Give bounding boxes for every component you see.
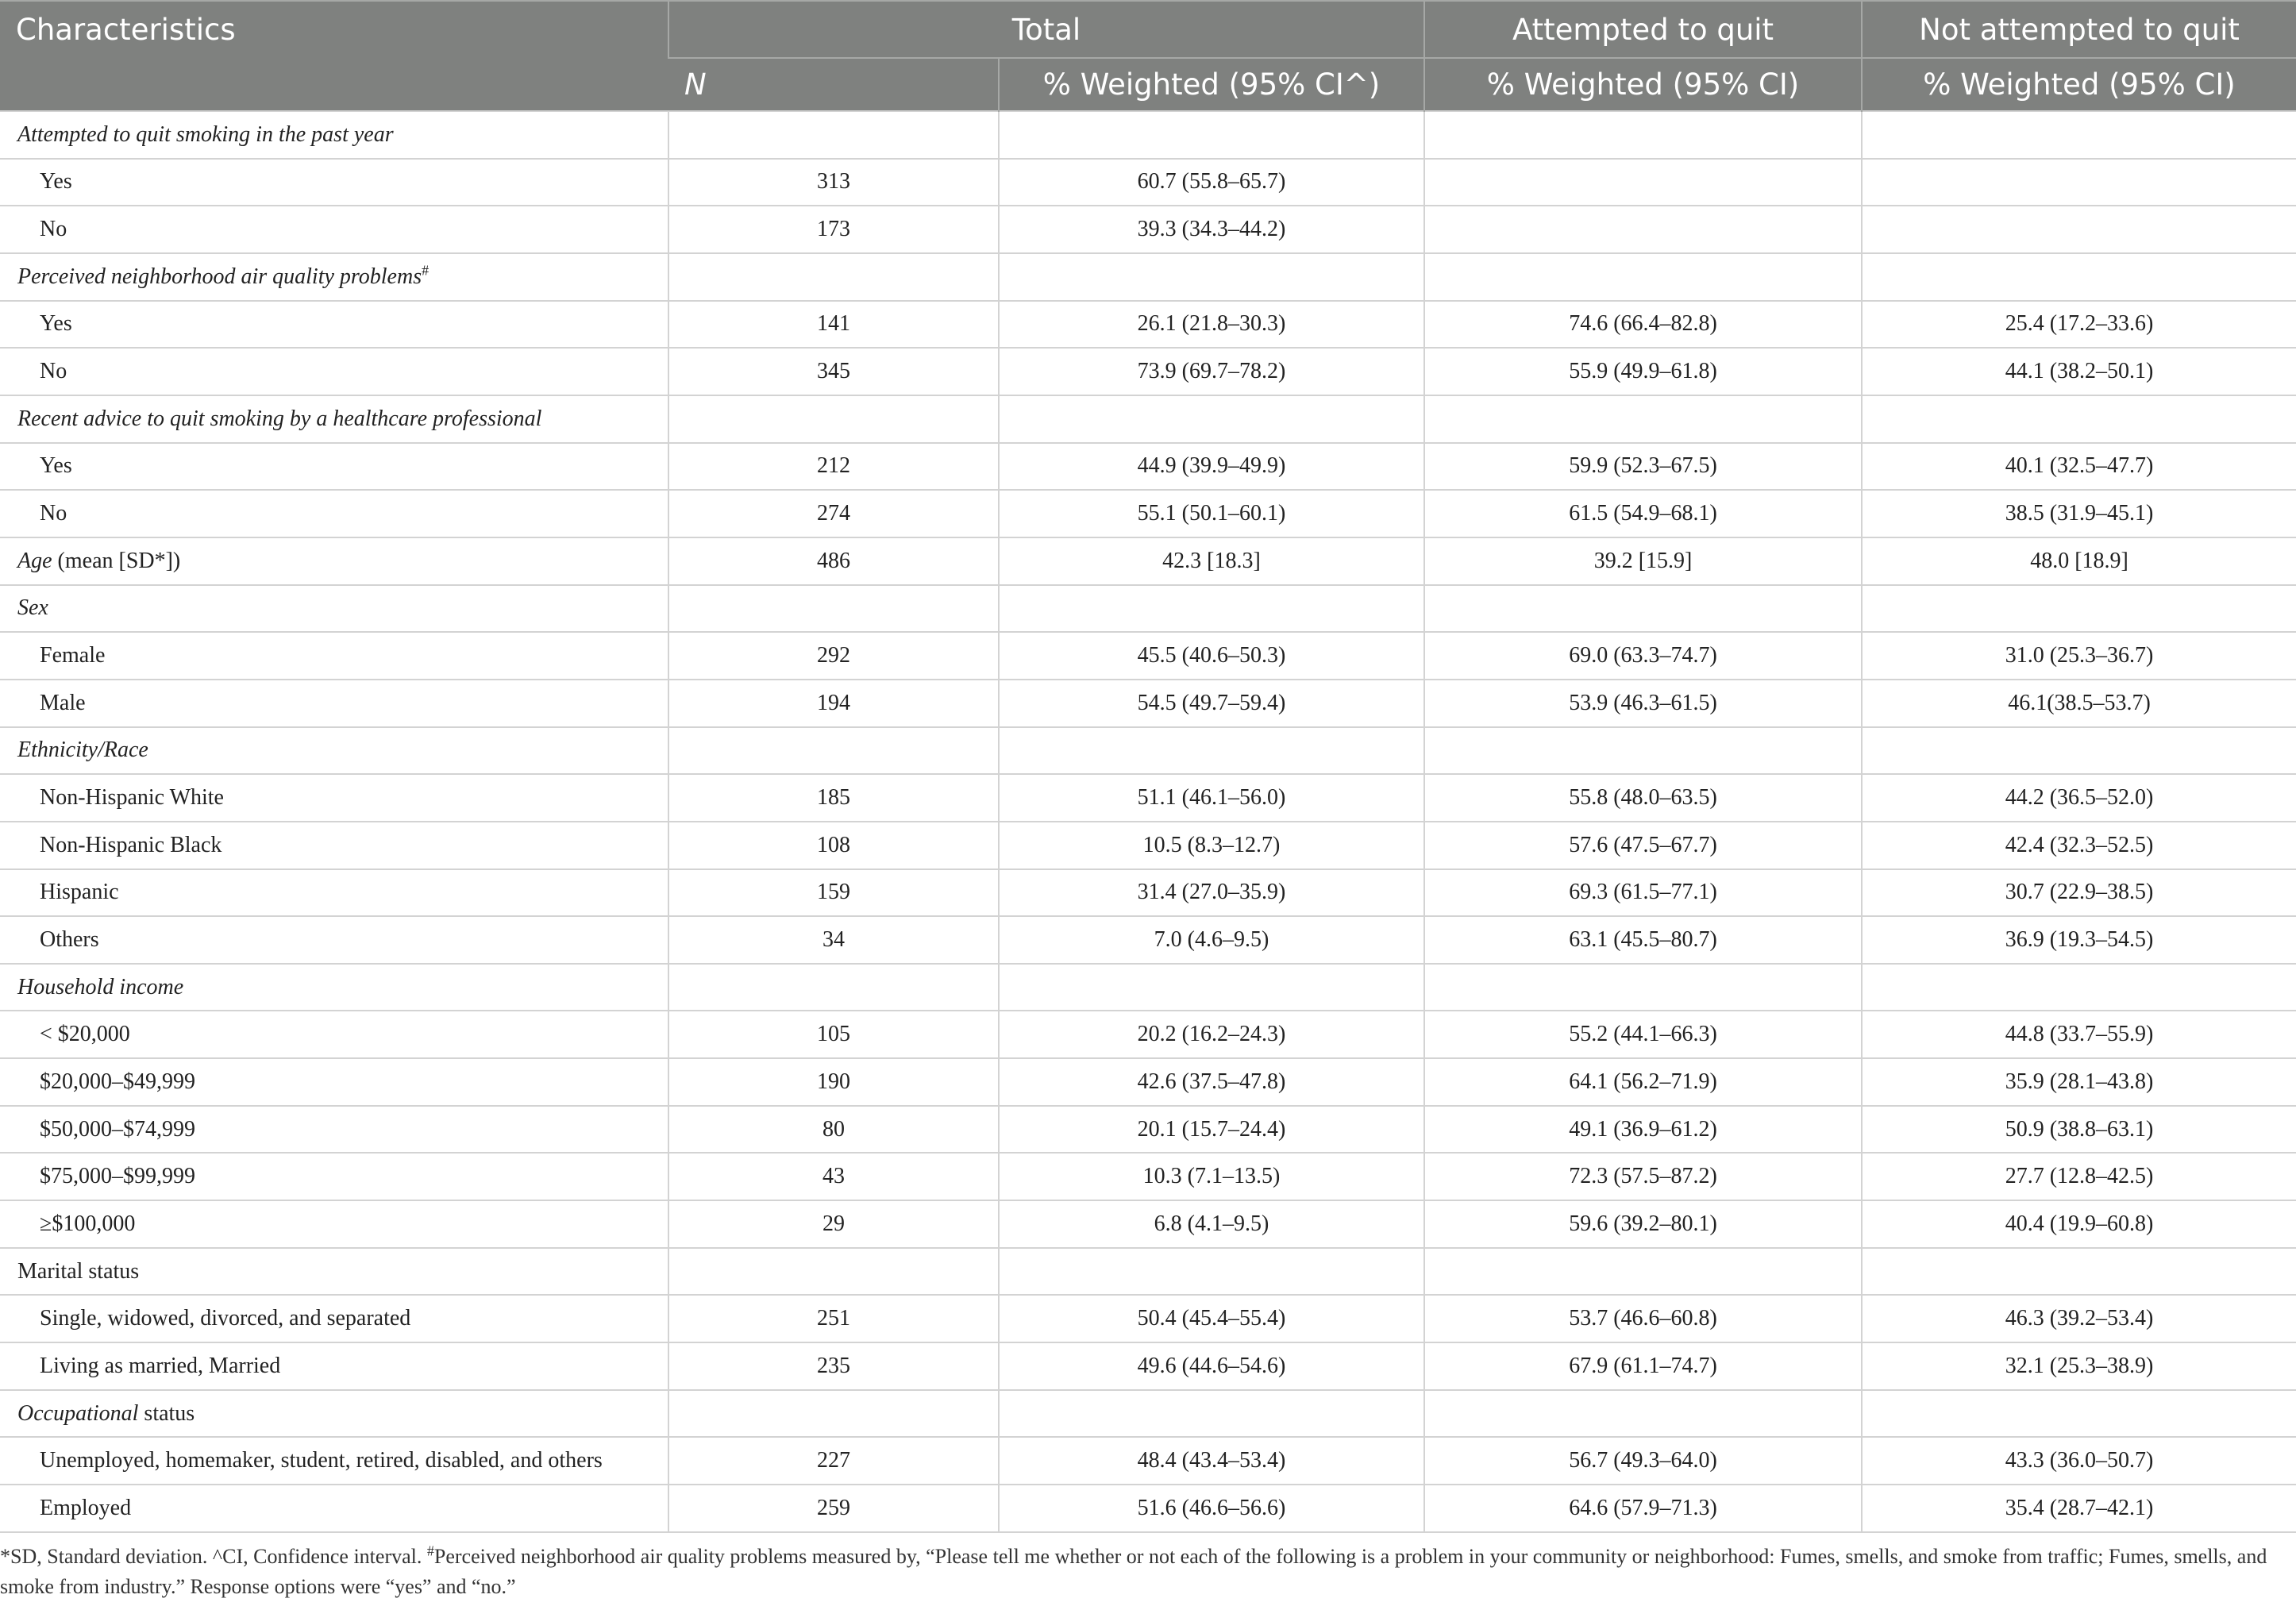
cell-total — [999, 395, 1424, 443]
header-total: Total — [668, 1, 1424, 58]
cell-total: 54.5 (49.7–59.4) — [999, 680, 1424, 727]
cell-total: 7.0 (4.6–9.5) — [999, 916, 1424, 964]
table-row — [0, 1485, 2296, 1532]
table-row — [0, 348, 2296, 395]
cell-n: 274 — [668, 490, 999, 537]
cell-total: 20.2 (16.2–24.3) — [999, 1011, 1424, 1058]
cell-n: 212 — [668, 443, 999, 491]
cell-n: 194 — [668, 680, 999, 727]
cell-not-attempted — [1862, 727, 2296, 775]
row-label-text: Occupational — [17, 1400, 139, 1426]
row-label — [0, 1248, 668, 1296]
cell-attempted: 64.1 (56.2–71.9) — [1424, 1058, 1862, 1106]
row-label-text: Attempted to quit smoking in the past year — [17, 121, 394, 147]
cell-total: 20.1 (15.7–24.4) — [999, 1106, 1424, 1153]
cell-total: 55.1 (50.1–60.1) — [999, 490, 1424, 537]
cell-attempted — [1424, 111, 1862, 159]
row-label — [0, 111, 668, 159]
cell-n: 251 — [668, 1295, 999, 1342]
row-label-text: Household income — [17, 974, 184, 999]
cell-attempted: 53.9 (46.3–61.5) — [1424, 680, 1862, 727]
row-label-rest: (mean [SD*]) — [52, 548, 181, 573]
cell-attempted: 74.6 (66.4–82.8) — [1424, 301, 1862, 349]
row-label-text: Recent advice to quit smoking by a healthcare professional — [17, 406, 542, 431]
table-row — [0, 869, 2296, 917]
cell-attempted: 57.6 (47.5–67.7) — [1424, 822, 1862, 869]
cell-not-attempted — [1862, 159, 2296, 206]
row-label: Non-Hispanic White — [0, 774, 668, 822]
cell-n: 80 — [668, 1106, 999, 1153]
table-row — [0, 206, 2296, 253]
cell-attempted — [1424, 964, 1862, 1011]
cell-total: 42.6 (37.5–47.8) — [999, 1058, 1424, 1106]
cell-attempted: 64.6 (57.9–71.3) — [1424, 1485, 1862, 1532]
row-label: Others — [0, 916, 668, 964]
cell-not-attempted — [1862, 585, 2296, 633]
table-row — [0, 159, 2296, 206]
row-label: Male — [0, 680, 668, 727]
cell-n: 227 — [668, 1437, 999, 1485]
table-row — [0, 1153, 2296, 1200]
row-label — [0, 395, 668, 443]
cell-not-attempted: 46.3 (39.2–53.4) — [1862, 1295, 2296, 1342]
row-label — [0, 1390, 668, 1438]
row-label-text: Marital status — [17, 1258, 140, 1284]
row-label-text: Sex — [17, 595, 48, 621]
cell-not-attempted — [1862, 1248, 2296, 1296]
cell-n: 486 — [668, 537, 999, 585]
cell-attempted — [1424, 206, 1862, 253]
table-row — [0, 1200, 2296, 1248]
cell-n: 159 — [668, 869, 999, 917]
cell-n — [668, 1390, 999, 1438]
cell-total — [999, 964, 1424, 1011]
row-label-sup: # — [422, 262, 430, 279]
row-label-text: Age — [17, 548, 52, 573]
cell-total — [999, 585, 1424, 633]
cell-n: 313 — [668, 159, 999, 206]
row-label: Employed — [0, 1485, 668, 1532]
cell-not-attempted: 40.1 (32.5–47.7) — [1862, 443, 2296, 491]
cell-attempted: 56.7 (49.3–64.0) — [1424, 1437, 1862, 1485]
cell-attempted: 55.9 (49.9–61.8) — [1424, 348, 1862, 395]
row-label: Single, widowed, divorced, and separated — [0, 1295, 668, 1342]
row-label: Living as married, Married — [0, 1342, 668, 1390]
cell-total: 42.3 [18.3] — [999, 537, 1424, 585]
table-row — [0, 916, 2296, 964]
footnote-text-2: Perceived neighborhood air quality problems measured by, “Please tell me whether or not each of the following is a problem in your community or neighborhood: Fumes, smells, and smoke from traffic; Fumes, smells, and smoke from industry.” Response options were “yes” and “no.” — [0, 1545, 2267, 1598]
table-header — [0, 1, 2296, 111]
row-label-text: Ethnicity/Race — [17, 738, 148, 763]
cell-total — [999, 1390, 1424, 1438]
table-row — [0, 537, 2296, 585]
cell-attempted: 69.3 (61.5–77.1) — [1424, 869, 1862, 917]
row-label: ≥$100,000 — [0, 1200, 668, 1248]
cell-n: 235 — [668, 1342, 999, 1390]
cell-not-attempted — [1862, 111, 2296, 159]
cell-n: 173 — [668, 206, 999, 253]
row-label: Yes — [0, 443, 668, 491]
cell-n: 43 — [668, 1153, 999, 1200]
cell-not-attempted: 48.0 [18.9] — [1862, 537, 2296, 585]
cell-attempted — [1424, 1248, 1862, 1296]
table-row — [0, 1437, 2296, 1485]
header-attempted-pct: % Weighted (95% CI) — [1424, 58, 1862, 111]
row-label: $75,000–$99,999 — [0, 1153, 668, 1200]
cell-n: 292 — [668, 632, 999, 680]
table-row — [0, 1106, 2296, 1153]
cell-attempted: 55.2 (44.1–66.3) — [1424, 1011, 1862, 1058]
table-row — [0, 301, 2296, 349]
cell-total: 50.4 (45.4–55.4) — [999, 1295, 1424, 1342]
cell-not-attempted: 44.1 (38.2–50.1) — [1862, 348, 2296, 395]
table-row — [0, 1295, 2296, 1342]
row-label — [0, 585, 668, 633]
cell-total — [999, 1248, 1424, 1296]
cell-not-attempted — [1862, 1390, 2296, 1438]
cell-attempted: 39.2 [15.9] — [1424, 537, 1862, 585]
cell-total: 49.6 (44.6–54.6) — [999, 1342, 1424, 1390]
cell-not-attempted: 36.9 (19.3–54.5) — [1862, 916, 2296, 964]
cell-attempted — [1424, 159, 1862, 206]
table-row — [0, 443, 2296, 491]
row-label: Unemployed, homemaker, student, retired, disabled, and others — [0, 1437, 668, 1485]
cell-n: 259 — [668, 1485, 999, 1532]
cell-n: 105 — [668, 1011, 999, 1058]
header-not-attempted-pct: % Weighted (95% CI) — [1862, 58, 2296, 111]
category-row — [0, 253, 2296, 301]
category-row — [0, 964, 2296, 1011]
table-row — [0, 632, 2296, 680]
cell-attempted — [1424, 727, 1862, 775]
row-label: No — [0, 490, 668, 537]
table-row — [0, 774, 2296, 822]
row-label: No — [0, 206, 668, 253]
cell-not-attempted — [1862, 206, 2296, 253]
row-label: No — [0, 348, 668, 395]
cell-total: 10.3 (7.1–13.5) — [999, 1153, 1424, 1200]
category-row — [0, 1248, 2296, 1296]
cell-not-attempted — [1862, 395, 2296, 443]
cell-total: 26.1 (21.8–30.3) — [999, 301, 1424, 349]
cell-total: 39.3 (34.3–44.2) — [999, 206, 1424, 253]
table-body — [0, 111, 2296, 1532]
cell-not-attempted: 35.4 (28.7–42.1) — [1862, 1485, 2296, 1532]
footnote-sup: # — [426, 1542, 434, 1559]
category-row — [0, 585, 2296, 633]
row-label — [0, 253, 668, 301]
row-label — [0, 964, 668, 1011]
table-row — [0, 490, 2296, 537]
cell-n — [668, 253, 999, 301]
row-label: $50,000–$74,999 — [0, 1106, 668, 1153]
cell-not-attempted: 44.8 (33.7–55.9) — [1862, 1011, 2296, 1058]
row-label: $20,000–$49,999 — [0, 1058, 668, 1106]
cell-n: 345 — [668, 348, 999, 395]
cell-attempted: 59.6 (39.2–80.1) — [1424, 1200, 1862, 1248]
cell-not-attempted: 38.5 (31.9–45.1) — [1862, 490, 2296, 537]
cell-not-attempted: 30.7 (22.9–38.5) — [1862, 869, 2296, 917]
header-total-pct: % Weighted (95% CI^) — [999, 58, 1424, 111]
cell-n — [668, 964, 999, 1011]
category-row — [0, 111, 2296, 159]
row-label: Female — [0, 632, 668, 680]
cell-total: 51.6 (46.6–56.6) — [999, 1485, 1424, 1532]
cell-n: 34 — [668, 916, 999, 964]
row-label-rest: status — [138, 1400, 195, 1426]
cell-attempted: 67.9 (61.1–74.7) — [1424, 1342, 1862, 1390]
cell-attempted: 59.9 (52.3–67.5) — [1424, 443, 1862, 491]
header-characteristics: Characteristics — [0, 1, 668, 111]
cell-attempted: 53.7 (46.6–60.8) — [1424, 1295, 1862, 1342]
footnote — [0, 1542, 2271, 1602]
cell-total: 60.7 (55.8–65.7) — [999, 159, 1424, 206]
table-row — [0, 822, 2296, 869]
cell-not-attempted: 27.7 (12.8–42.5) — [1862, 1153, 2296, 1200]
cell-attempted: 49.1 (36.9–61.2) — [1424, 1106, 1862, 1153]
cell-not-attempted: 32.1 (25.3–38.9) — [1862, 1342, 2296, 1390]
row-label — [0, 537, 668, 585]
row-label — [0, 727, 668, 775]
table-row — [0, 1058, 2296, 1106]
row-label: Hispanic — [0, 869, 668, 917]
cell-not-attempted: 44.2 (36.5–52.0) — [1862, 774, 2296, 822]
cell-n — [668, 111, 999, 159]
cell-attempted — [1424, 253, 1862, 301]
cell-attempted: 72.3 (57.5–87.2) — [1424, 1153, 1862, 1200]
row-label: Yes — [0, 301, 668, 349]
cell-n: 190 — [668, 1058, 999, 1106]
cell-total — [999, 253, 1424, 301]
cell-not-attempted: 43.3 (36.0–50.7) — [1862, 1437, 2296, 1485]
cell-total: 6.8 (4.1–9.5) — [999, 1200, 1424, 1248]
cell-n: 29 — [668, 1200, 999, 1248]
cell-n: 141 — [668, 301, 999, 349]
cell-not-attempted: 40.4 (19.9–60.8) — [1862, 1200, 2296, 1248]
cell-attempted: 69.0 (63.3–74.7) — [1424, 632, 1862, 680]
header-not-attempted: Not attempted to quit — [1862, 1, 2296, 58]
header-row-1 — [0, 1, 2296, 58]
row-label-text: Perceived neighborhood air quality problems — [17, 264, 422, 289]
cell-attempted — [1424, 395, 1862, 443]
cell-n: 108 — [668, 822, 999, 869]
cell-not-attempted: 50.9 (38.8–63.1) — [1862, 1106, 2296, 1153]
header-n: N — [668, 58, 999, 111]
table-row — [0, 680, 2296, 727]
footnote-text-1: *SD, Standard deviation. ^CI, Confidence interval. — [0, 1545, 427, 1568]
cell-not-attempted — [1862, 964, 2296, 1011]
cell-total: 45.5 (40.6–50.3) — [999, 632, 1424, 680]
cell-total: 48.4 (43.4–53.4) — [999, 1437, 1424, 1485]
cell-n: 185 — [668, 774, 999, 822]
cell-attempted — [1424, 585, 1862, 633]
cell-n — [668, 727, 999, 775]
cell-attempted — [1424, 1390, 1862, 1438]
cell-not-attempted: 35.9 (28.1–43.8) — [1862, 1058, 2296, 1106]
table-row — [0, 1011, 2296, 1058]
cell-not-attempted: 46.1(38.5–53.7) — [1862, 680, 2296, 727]
cell-total: 31.4 (27.0–35.9) — [999, 869, 1424, 917]
header-attempted: Attempted to quit — [1424, 1, 1862, 58]
row-label: Yes — [0, 159, 668, 206]
cell-n — [668, 585, 999, 633]
cell-total — [999, 727, 1424, 775]
cell-total: 51.1 (46.1–56.0) — [999, 774, 1424, 822]
category-row — [0, 727, 2296, 775]
cell-not-attempted: 31.0 (25.3–36.7) — [1862, 632, 2296, 680]
cell-total: 73.9 (69.7–78.2) — [999, 348, 1424, 395]
cell-total: 44.9 (39.9–49.9) — [999, 443, 1424, 491]
cell-not-attempted: 42.4 (32.3–52.5) — [1862, 822, 2296, 869]
cell-attempted: 61.5 (54.9–68.1) — [1424, 490, 1862, 537]
category-row — [0, 395, 2296, 443]
cell-not-attempted — [1862, 253, 2296, 301]
cell-total: 10.5 (8.3–12.7) — [999, 822, 1424, 869]
cell-not-attempted: 25.4 (17.2–33.6) — [1862, 301, 2296, 349]
table-row — [0, 1342, 2296, 1390]
row-label: Non-Hispanic Black — [0, 822, 668, 869]
cell-attempted: 63.1 (45.5–80.7) — [1424, 916, 1862, 964]
cell-n — [668, 1248, 999, 1296]
row-label: < $20,000 — [0, 1011, 668, 1058]
category-row — [0, 1390, 2296, 1438]
cell-total — [999, 111, 1424, 159]
cell-attempted: 55.8 (48.0–63.5) — [1424, 774, 1862, 822]
cell-n — [668, 395, 999, 443]
